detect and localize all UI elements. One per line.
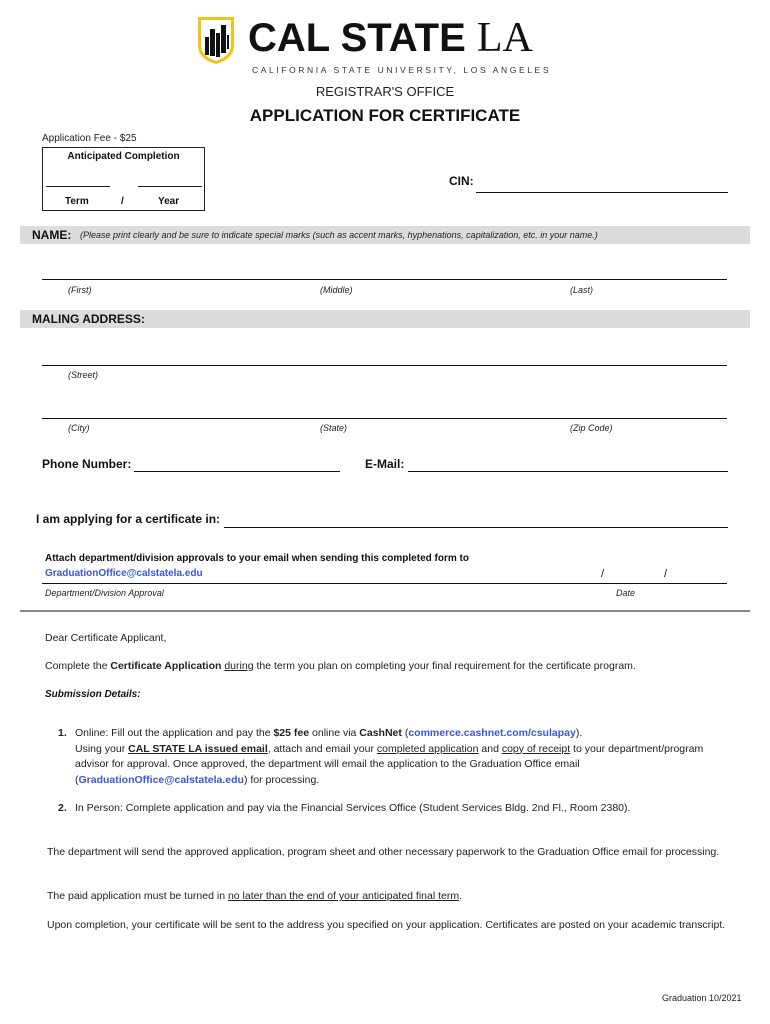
city-label: (City)	[68, 423, 90, 433]
cin-label: CIN:	[449, 174, 474, 188]
street-field[interactable]	[42, 365, 727, 366]
first-name-label: (First)	[68, 285, 92, 295]
term-year-separator: /	[121, 196, 124, 207]
cal-state-la-logo-icon	[195, 15, 237, 65]
name-section-label: NAME:	[32, 228, 72, 242]
phone-number-field[interactable]	[134, 471, 340, 472]
state-label: (State)	[320, 423, 348, 433]
date-label: Date	[616, 588, 636, 598]
department-approval-field[interactable]	[42, 583, 727, 584]
paragraph-department: The department will send the approved application, program sheet and other necessary paperwork to the Graduation Office email for processing.	[47, 846, 720, 858]
list-item-number: 1.	[58, 727, 67, 739]
anticipated-completion-box	[42, 147, 205, 211]
submission-details-heading: Submission Details:	[45, 689, 141, 700]
office-heading: REGISTRAR'S OFFICE	[315, 84, 455, 99]
cin-field[interactable]	[476, 192, 728, 193]
list-item-online: Online: Fill out the application and pay the $25 fee online via CashNet (commerce.cashnet.com/csulapay). Using your CAL STATE LA issued email, attach and email your completed application and copy of receipt to your department/program advisor for approval. Once approved, the department will email the application to the Graduation Office email (GraduationOffice@calstatela.edu) for processing.	[75, 727, 704, 786]
email-field[interactable]	[408, 471, 728, 472]
department-approval-label: Department/Division Approval	[45, 588, 164, 598]
certificate-label: I am applying for a certificate in:	[36, 512, 221, 526]
section-divider	[20, 610, 750, 612]
application-fee-label: Application Fee - $25	[42, 133, 137, 144]
form-title: APPLICATION FOR CERTIFICATE	[249, 106, 521, 125]
year-label: Year	[158, 196, 180, 207]
name-instructions: (Please print clearly and be sure to indicate special marks (such as accent marks, hyphenations, capitalization, etc. in your name.)	[80, 230, 598, 240]
graduation-office-email-link[interactable]: GraduationOffice@calstatela.edu	[78, 773, 244, 786]
date-separator: /	[601, 568, 605, 580]
letter-greeting: Dear Certificate Applicant,	[45, 632, 167, 644]
name-field[interactable]	[42, 279, 727, 280]
graduation-office-email-link[interactable]: GraduationOffice@calstatela.edu	[45, 568, 203, 579]
email-label: E-Mail:	[365, 457, 405, 471]
certificate-field[interactable]	[224, 527, 728, 528]
last-name-label: (Last)	[570, 285, 594, 295]
paragraph-completion: Upon completion, your certificate will be sent to the address you specified on your application. Certificates are posted on your academic transcript.	[47, 919, 726, 931]
middle-name-label: (Middle)	[320, 285, 353, 295]
term-field[interactable]	[46, 186, 110, 187]
approval-instructions: Attach department/division approvals to your email when sending this completed form to	[45, 553, 469, 564]
paragraph-deadline: The paid application must be turned in no later than the end of your anticipated final term.	[47, 890, 463, 902]
date-separator: /	[664, 568, 668, 580]
logo-subtitle: CALIFORNIA STATE UNIVERSITY, LOS ANGELES	[252, 65, 552, 75]
cashnet-link[interactable]: commerce.cashnet.com/csulapay	[408, 727, 576, 739]
city-state-zip-field[interactable]	[42, 418, 727, 419]
street-label: (Street)	[68, 370, 99, 380]
zip-code-label: (Zip Code)	[570, 423, 613, 433]
year-field[interactable]	[138, 186, 202, 187]
footer-version: Graduation 10/2021	[662, 993, 742, 1003]
list-item-number: 2.	[58, 802, 67, 814]
list-item-in-person: In Person: Complete application and pay via the Financial Services Office (Student Services Bldg. 2nd Fl., Room 2380).	[75, 802, 631, 814]
phone-number-label: Phone Number:	[42, 457, 132, 471]
logo-wordmark: CAL STATE LA	[248, 15, 533, 61]
term-label: Term	[65, 196, 89, 207]
anticipated-completion-title: Anticipated Completion	[67, 151, 180, 162]
address-section-label: MALING ADDRESS:	[32, 312, 145, 326]
letter-intro: Complete the Certificate Application during the term you plan on completing your final requirement for the certificate program.	[45, 660, 636, 672]
